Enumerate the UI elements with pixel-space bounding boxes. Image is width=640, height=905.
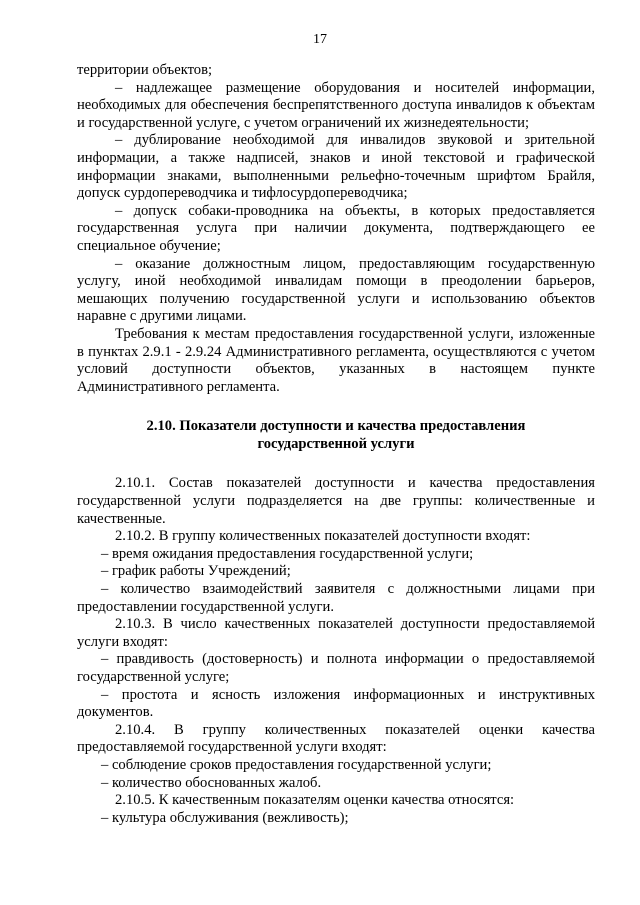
paragraph-requirements: Требования к местам предоставления государственной услуги, изложенные в пунктах 2.9.1 - 2.9.24 Административного регламента, осуществляются с учетом условий доступности объектов, указанных в настоящем пункте Административного регламента. (77, 325, 595, 395)
paragraph-continuation: территории объектов; (77, 62, 213, 78)
list-item: – количество взаимодействий заявителя с должностными лицами при предоставлении государственной услуги. (77, 581, 595, 615)
list-item: – правдивость (достоверность) и полнота информации о предоставляемой государственной услуге; (77, 651, 595, 685)
list-item: – время ожидания предоставления государственной услуги; (101, 545, 474, 562)
paragraph-list-item: – надлежащее размещение оборудования и носителей информации, необходимых для обеспечения беспрепятственного доступа инвалидов к объектам и государственной услуге, с учетом ограничений их жизнедеятельности; (77, 79, 595, 131)
page-number: 17 (313, 32, 327, 47)
paragraph-list-item: – оказание должностным лицом, предоставляющим государственную услугу, иной необходимой инвалидам помощи в преодолении барьеров, мешающих получению государственной услуги и использованию объектов наравне с другими лицами. (77, 255, 595, 325)
paragraph-2-10-2: 2.10.2. В группу количественных показателей доступности входят: (115, 528, 531, 545)
paragraph-2-10-1: 2.10.1. Состав показателей доступности и качества предоставления государственной услуги подразделяется на две группы: количественные и качественные. (77, 475, 595, 527)
document-body (77, 62, 595, 827)
paragraph-2-10-3: 2.10.3. В число качественных показателей доступности предоставляемой услуги входят: (77, 616, 595, 650)
list-item: – график работы Учреждений; (101, 563, 291, 580)
list-item: – культура обслуживания (вежливость); (101, 809, 349, 826)
paragraph-list-item: – дублирование необходимой для инвалидов звуковой и зрительной информации, а также надписей, знаков и иной текстовой и графической информации знаками, выполненными рельефно-точечным шрифтом Брайля, допуск сурдопереводчика и тифлосурдопереводчика; (77, 132, 595, 202)
list-item: – простота и ясность изложения информационных и инструктивных документов. (77, 686, 595, 721)
paragraph-list-item: – допуск собаки-проводника на объекты, в которых предоставляется государственная услуга при наличии документа, подтверждающего ее специальное обучение; (77, 202, 595, 254)
list-item: – количество обоснованных жалоб. (101, 774, 322, 791)
section-heading-line1: 2.10. Показатели доступности и качества предоставления (146, 418, 526, 435)
list-item: – соблюдение сроков предоставления государственной услуги; (101, 756, 492, 773)
section-heading-line2: государственной услуги (257, 435, 415, 452)
paragraph-2-10-4: 2.10.4. В группу количественных показателей оценки качества предоставляемой государственной услуги входят: (77, 721, 595, 756)
section-heading (77, 418, 595, 453)
paragraph-2-10-5: 2.10.5. К качественным показателям оценки качества относятся: (115, 792, 515, 809)
